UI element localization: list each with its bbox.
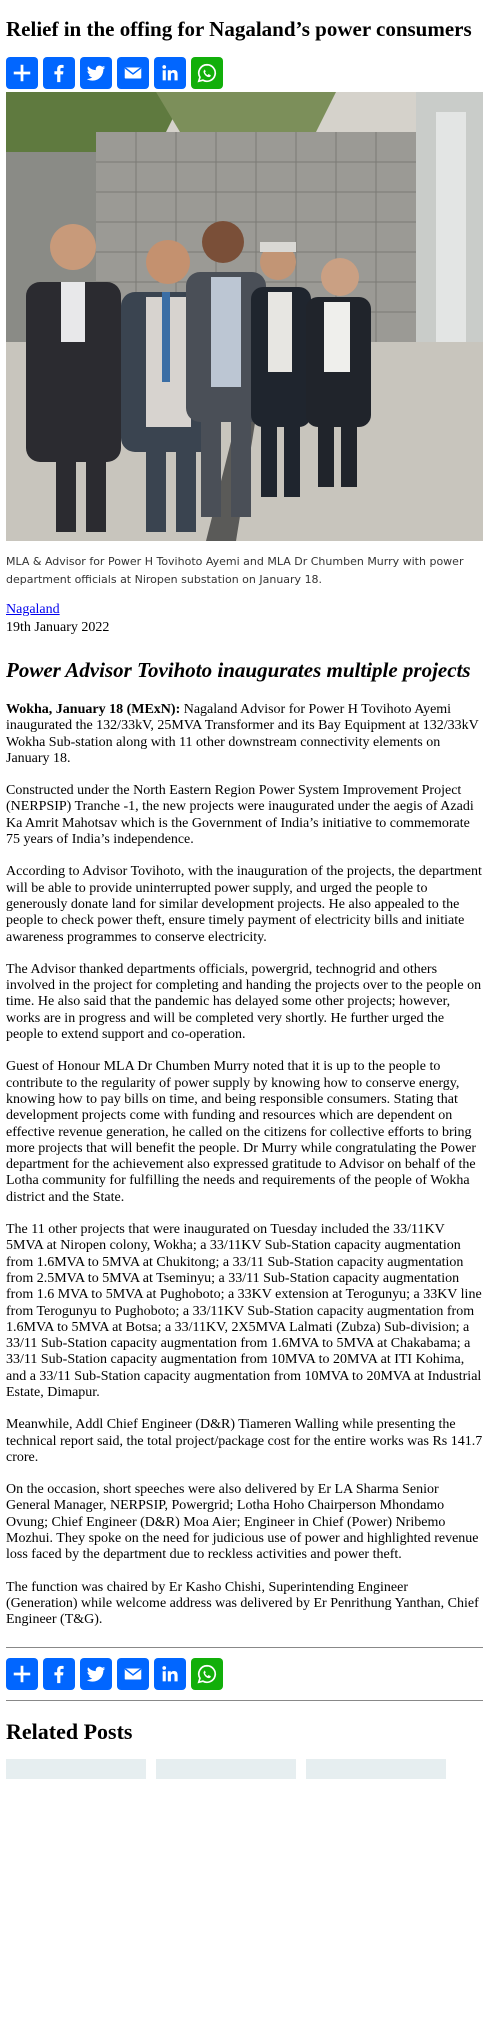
facebook-share-button[interactable] [43,1658,75,1690]
related-post-thumbnail[interactable] [156,1759,296,1779]
article-paragraph: The 11 other projects that were inaugurated on Tuesday included the 33/11KV 5MVA at Niropen colony, Wokha; a 33/11KV Sub-Station capacity augmentation from 1.6MVA to 5MVA at Chukitong; a 33/11 Sub-Station capacity augmentation from 2.5MVA to 5MVA at Tseminyu; a 33/11 Sub-Station capacity augmentation from 1.6 MVA to 5MVA at Pughoboto; a 33KV extension at Terogunyu; a 33KV line from Terogunyu to Pughoboto; a 33/11KV Sub-Station capacity augmentation from 1.6MVA to 5MVA at Botsa; a 33/11KV, 2X5MVA Lalmati (Zubza) Sub-division; a 33/11 Sub-Station capacity augmentation from 1.6MVA to 5MVA at Chakabama; a 33/11 Sub-Station capacity augmentation from 10MVA to 20MVA at ITI Kohima, and a 33/11 Sub-Station capacity augmentation from 10MVA to 20MVA at Industrial Estate, Dimapur. [6,1222,482,1400]
facebook-share-button[interactable] [43,57,75,89]
twitter-icon [85,62,107,84]
whatsapp-share-button[interactable] [191,57,223,89]
plus-icon [11,62,33,84]
lead-text: Nagaland Advisor for Power H Tovihoto Ayemi inaugurated the 132/33kV, 25MVA Transformer and its Bay Equipment at 132/33kV Wokha Sub-station along with 11 other downstream connectivity elements on January 18. [6,702,479,766]
article-photo [6,92,483,541]
category-link[interactable]: Nagaland [6,602,60,617]
article-paragraph: Meanwhile, Addl Chief Engineer (D&R) Tiameren Walling while presenting the technical report said, the total project/package cost for the entire works was Rs 141.7 crore. [6,1417,483,1465]
article-paragraph: On the occasion, short speeches were also delivered by Er LA Sharma Senior General Manager, NERPSIP, Powergrid; Lotha Hoho Chairperson Mhondamo Ovung; Chief Engineer (D&R) Moa Aier; Engineer in Chief (Power) Nribemo Mozhui. They spoke on the need for judicious use of power and highlighted revenue loss faced by the department due to reckless activities and power theft. [6,1482,479,1563]
share-button[interactable] [6,1658,38,1690]
email-icon [122,62,144,84]
article-paragraph: Guest of Honour MLA Dr Chumben Murry noted that it is up to the people to contribute to the regularity of power supply by knowing how to conserve energy, knowing how to pay bills on time, and being responsible consumers. Stating that development projects come with funding and resources which are dependent on effective revenue generation, he called on the citizens for collective efforts to bring more projects that will benefit the people. Dr Murry while congratulating the Power department for the achievement also expressed gratitude to Advisor on behalf of the Lotha community for fulfilling the needs and requirements of the people of Wokha district and the State. [6,1059,477,1205]
linkedin-share-button[interactable] [154,57,186,89]
related-post-thumbnail[interactable] [6,1759,146,1779]
divider [6,1647,483,1648]
photo-caption: MLA & Advisor for Power H Tovihoto Ayemi and MLA Dr Chumben Murry with power department officials at Niropen substation on January 18. [6,555,464,586]
related-post-thumbnail[interactable] [306,1759,446,1779]
article-lead [6,702,483,767]
divider [6,1700,483,1701]
twitter-share-button[interactable] [80,1658,112,1690]
article-paragraph: The function was chaired by Er Kasho Chishi, Superintending Engineer (Generation) while welcome address was delivered by Er Penrithung Yanthan, Chief Engineer (T&G). [6,1579,479,1628]
email-icon [122,1663,144,1685]
related-posts-thumbnails [6,1759,483,1779]
whatsapp-icon [196,62,218,84]
article-meta [6,601,483,637]
related-posts-heading: Related Posts [6,1718,133,1744]
email-share-button[interactable] [117,1658,149,1690]
article-paragraph: Constructed under the North Eastern Region Power System Improvement Project (NERPSIP) Tranche -1, the new projects were inaugurated under the aegis of Azadi Ka Amrit Mahotsav which is the Government of India’s initiative to commemorate 75 years of India’s independence. [6,783,474,848]
whatsapp-share-button[interactable] [191,1658,223,1690]
dateline: Wokha, January 18 (MExN): [6,702,181,717]
share-bar-top [6,57,483,89]
article-page [0,16,489,1779]
facebook-icon [48,62,70,84]
article-paragraph: The Advisor thanked departments officials, powergrid, technogrid and others involved in the project for completing and handing the projects over to the people on time. He also said that the pandemic has delayed some other projects; however, works are in progress and will be completed very shortly. He further urged the people to extend support and co-operation. [6,961,482,1043]
email-share-button[interactable] [117,57,149,89]
linkedin-share-button[interactable] [154,1658,186,1690]
officials-group-photo [6,92,483,541]
twitter-icon [85,1663,107,1685]
linkedin-icon [159,62,181,84]
share-bar-bottom [6,1658,483,1690]
whatsapp-icon [196,1663,218,1685]
article-title: Relief in the offing for Nagaland’s power consumers [6,17,472,41]
share-button[interactable] [6,57,38,89]
linkedin-icon [159,1663,181,1685]
twitter-share-button[interactable] [80,57,112,89]
article-subtitle: Power Advisor Tovihoto inaugurates multiple projects [6,658,471,682]
publish-date: 19th January 2022 [6,620,110,635]
facebook-icon [48,1663,70,1685]
article-body [6,702,483,1629]
article-paragraph: According to Advisor Tovihoto, with the inauguration of the projects, the department will be able to provide uninterrupted power supply, and urged the people to generously donate land for similar development projects. He also appealed to the people to check power theft, ensure timely payment of electricity bills and initiate awareness programmes to conserve electricity. [6,864,482,945]
plus-icon [11,1663,33,1685]
